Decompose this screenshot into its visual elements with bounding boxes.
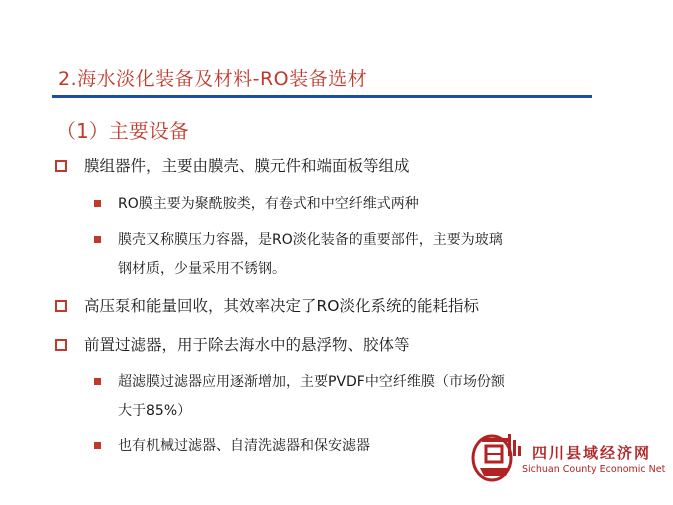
section-heading: （1）主要设备: [56, 119, 189, 143]
list-item: RO膜主要为聚酰胺类，有卷式和中空纤维式两种: [118, 196, 419, 212]
list-item: 高压泵和能量回收，其效率决定了RO淡化系统的能耗指标: [84, 297, 479, 315]
list-item-continuation: 钢材质，少量采用不锈钢。: [118, 261, 286, 277]
list-item: 超滤膜过滤器应用逐渐增加，主要PVDF中空纤维膜（市场份额: [118, 374, 505, 390]
list-item: 也有机械过滤器、自清洗滤器和保安滤器: [118, 438, 370, 454]
title-divider: [52, 95, 592, 98]
list-item: 膜组器件，主要由膜壳、膜元件和端面板等组成: [84, 157, 410, 175]
list-item: 前置过滤器，用于除去海水中的悬浮物、胶体等: [84, 336, 410, 354]
list-item: 膜壳又称膜压力容器，是RO淡化装备的重要部件，主要为玻璃: [118, 232, 503, 248]
slide-title: 2.海水淡化装备及材料-RO装备选材: [58, 68, 368, 90]
hollow-square-bullet-icon: [55, 300, 67, 312]
square-bullet-icon: [94, 200, 101, 207]
county-seal-icon: [470, 428, 522, 486]
logo-name-en: Sichuan County Economic Net: [522, 464, 666, 475]
hollow-square-bullet-icon: [55, 160, 67, 172]
square-bullet-icon: [94, 442, 101, 449]
square-bullet-icon: [94, 236, 101, 243]
square-bullet-icon: [94, 378, 101, 385]
list-item-continuation: 大于85%）: [118, 403, 192, 419]
hollow-square-bullet-icon: [55, 339, 67, 351]
logo-name-cn: 四川县域经济网: [532, 444, 652, 462]
site-logo: [470, 428, 666, 488]
